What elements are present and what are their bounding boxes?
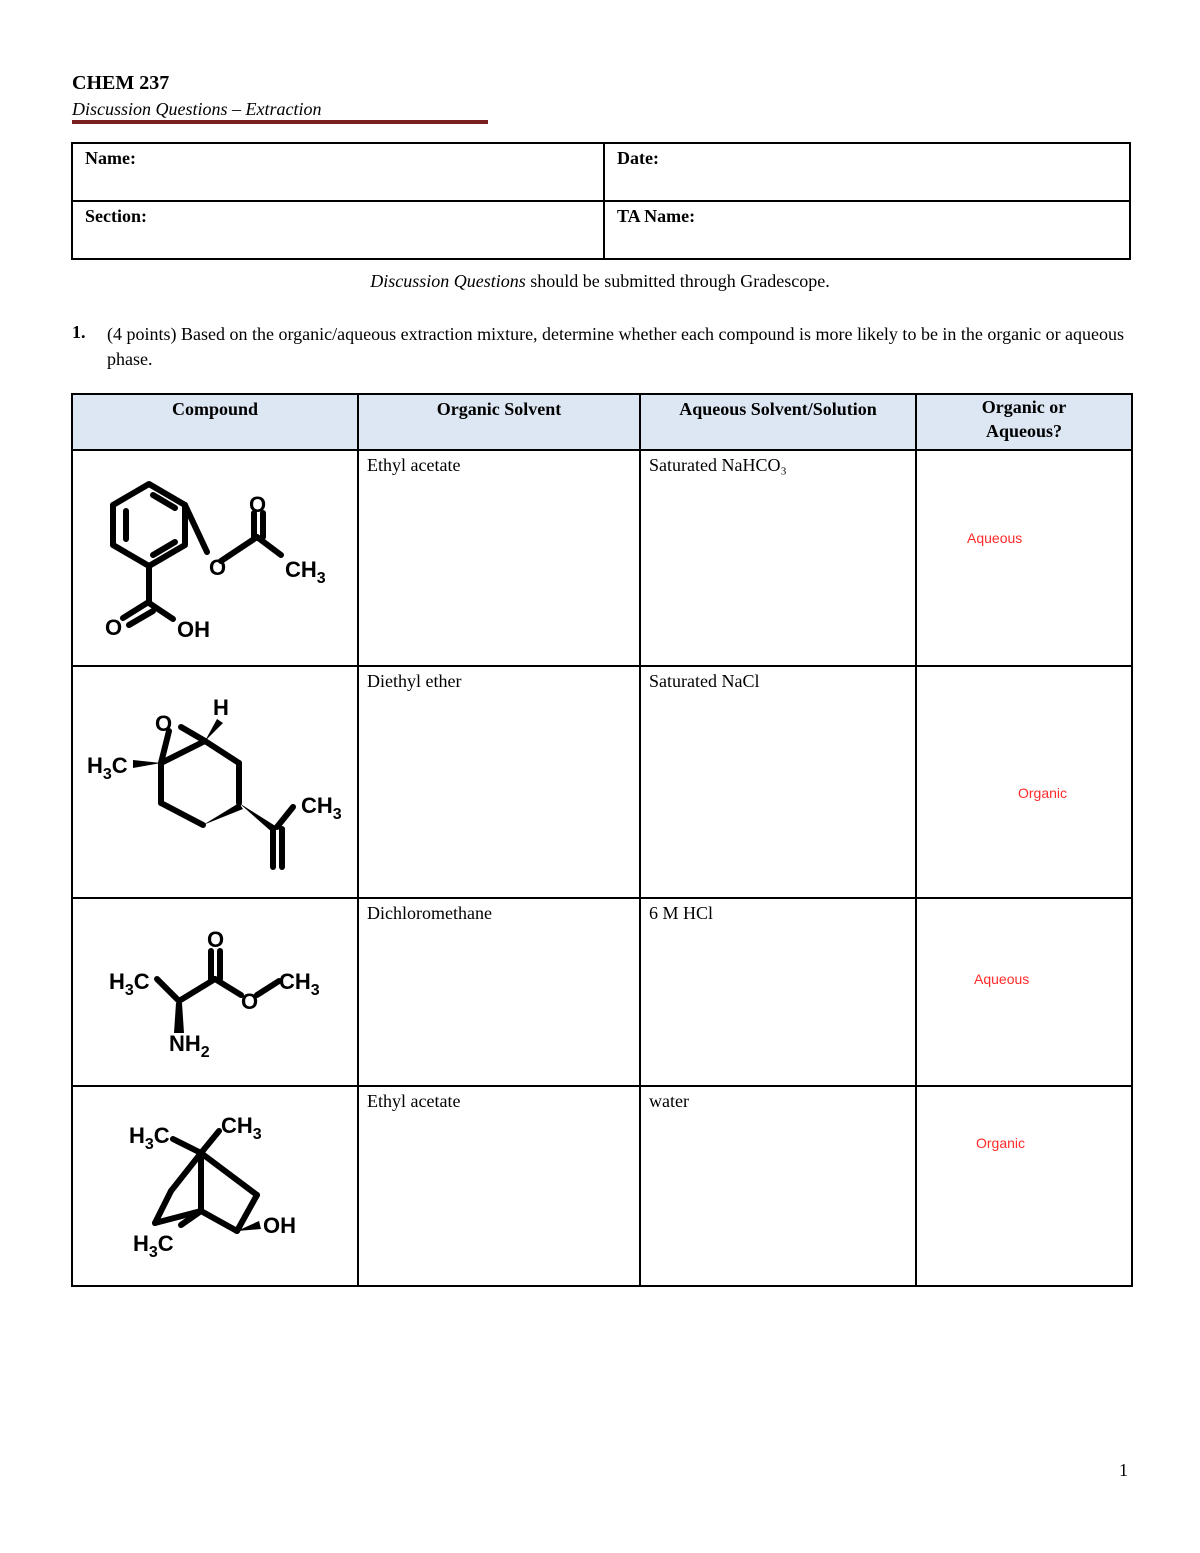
section-field[interactable] xyxy=(72,201,604,259)
limonene-oxide-structure xyxy=(73,667,355,895)
aspirin-acid-oh: OH xyxy=(177,617,210,642)
borneol-h3c-top: $H_3C$ xyxy=(129,1123,170,1153)
compound-cell xyxy=(72,898,358,1086)
answer-text: Organic xyxy=(976,1135,1026,1151)
ta-name-field[interactable] xyxy=(604,201,1130,259)
ester-methyl: $CH_3$ xyxy=(279,969,320,999)
answer-cell[interactable] xyxy=(916,898,1132,1086)
alanine-methyl-ester-structure xyxy=(73,899,355,1083)
answer-text: Aqueous xyxy=(974,971,1030,987)
epoxide-h: H xyxy=(213,695,229,720)
organic-solvent-cell: Ethyl acetate xyxy=(358,450,640,666)
table-row xyxy=(72,666,1132,898)
organic-solvent-cell: Ethyl acetate xyxy=(358,1086,640,1286)
header-organic-solvent: Organic Solvent xyxy=(358,394,640,450)
aspirin-ether-o: O xyxy=(209,555,227,580)
answer-cell[interactable] xyxy=(916,450,1132,666)
answer-cell[interactable] xyxy=(916,1086,1132,1286)
aqueous-solution-cell: Saturated NaHCO₃ xyxy=(640,450,916,666)
answer-text: Organic xyxy=(1018,785,1068,801)
answer-cell[interactable] xyxy=(916,666,1132,898)
course-title: CHEM 237 xyxy=(72,72,170,94)
aqueous-solution-cell: Saturated NaCl xyxy=(640,666,916,898)
ester-o: O xyxy=(241,989,259,1014)
table-row xyxy=(72,450,1132,666)
organic-solvent-cell: Dichloromethane xyxy=(358,898,640,1086)
ester-carbonyl-o: O xyxy=(207,927,225,952)
name-field[interactable] xyxy=(72,143,604,201)
header-organic-or-aqueous: Organic or Aqueous? xyxy=(916,394,1132,450)
table-row xyxy=(72,1086,1132,1286)
borneol-structure xyxy=(73,1087,355,1283)
extraction-table xyxy=(71,393,1133,1287)
name-label: Name: xyxy=(85,148,136,168)
borneol-ch3-top: $CH_3$ xyxy=(221,1113,262,1143)
header-aqueous-solution: Aqueous Solvent/Solution xyxy=(640,394,916,450)
page-number: 1 xyxy=(1119,1460,1128,1480)
table-header-row xyxy=(72,394,1132,450)
aqueous-solution-cell: 6 M HCl xyxy=(640,898,916,1086)
date-label: Date: xyxy=(617,148,659,168)
compound-cell xyxy=(72,1086,358,1286)
aqueous-solution-cell: water xyxy=(640,1086,916,1286)
ta-name-label: TA Name: xyxy=(617,206,696,226)
compound-cell xyxy=(72,450,358,666)
compound-cell xyxy=(72,666,358,898)
question-text: (4 points) Based on the organic/aqueous extraction mixture, determine whether each compound is more likely to be in the organic or aqueous phase. xyxy=(107,324,1125,369)
answer-text: Aqueous xyxy=(967,530,1023,546)
aspirin-acid-o: O xyxy=(105,615,123,640)
aspirin-methyl: $CH_3$ xyxy=(285,557,326,587)
submission-note-text: should be submitted through Gradescope. xyxy=(525,271,830,291)
section-label: Section: xyxy=(85,206,147,226)
student-info-table xyxy=(71,142,1131,260)
amine-nh2: $NH_2$ xyxy=(169,1031,210,1061)
submission-note-emphasis: Discussion Questions xyxy=(370,271,526,291)
aspirin-carbonyl-o: O xyxy=(249,492,267,517)
limonene-h3c: $H_3C$ xyxy=(87,753,128,783)
question-number: 1. xyxy=(72,322,86,342)
borneol-oh: OH xyxy=(263,1213,296,1238)
borneol-h3c-bottom: $H_3C$ xyxy=(133,1231,174,1261)
limonene-methyl: $CH_3$ xyxy=(301,793,342,823)
submission-note xyxy=(0,271,1200,292)
alanine-h3c: $H_3C$ xyxy=(109,969,150,999)
document-subtitle: Discussion Questions – Extraction xyxy=(72,99,322,119)
table-row xyxy=(72,898,1132,1086)
epoxide-o: O xyxy=(155,711,173,736)
aspirin-structure xyxy=(73,451,355,663)
date-field[interactable] xyxy=(604,143,1130,201)
title-underline xyxy=(72,120,488,124)
organic-solvent-cell: Diethyl ether xyxy=(358,666,640,898)
header-compound: Compound xyxy=(72,394,358,450)
